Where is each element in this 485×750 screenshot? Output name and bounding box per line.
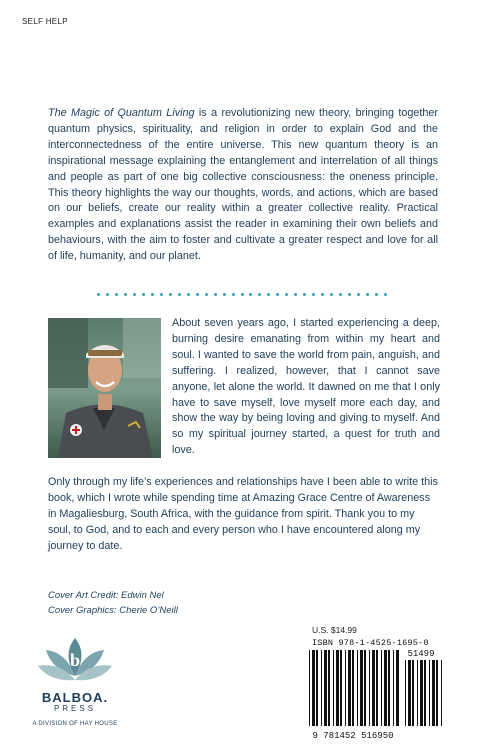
barcode-bars: [309, 650, 399, 726]
author-bio: About seven years ago, I started experiencing a deep, burning desire emanating from within my heart and soul. I wanted to save the world from pain, anguish, and suffering. I realized, however, that I cannot save anyone, let alone the world. It dawned on me that I only have to save myself, love myself more each day, and show the way by being loving and giving to myself. And so my spiritual journey started, a quest for truth and love.: [172, 317, 440, 457]
divider-dot: [97, 293, 100, 296]
divider-dot: [249, 293, 252, 296]
divider-dot: [339, 293, 342, 296]
divider-dot: [124, 293, 127, 296]
category-label: SELF HELP: [22, 17, 68, 26]
publisher-logo: [30, 636, 120, 736]
divider-dot: [196, 293, 199, 296]
barcode: [303, 648, 458, 740]
divider-dot: [267, 293, 270, 296]
publisher-press: PRESS: [53, 704, 97, 713]
divider-dot: [285, 293, 288, 296]
divider-dot: [214, 293, 217, 296]
barcode-addon-bars: [405, 660, 442, 726]
publisher-division: A DIVISION OF HAY HOUSE: [32, 721, 118, 727]
divider-dot: [223, 293, 226, 296]
divider-dot: [241, 293, 244, 296]
isbn-label: ISBN 978-1-4525-1695-0: [312, 638, 429, 648]
divider-dot: [205, 293, 208, 296]
logo-letter: b: [69, 650, 81, 670]
price-label: U.S. $14.99: [312, 625, 357, 635]
divider-dot: [115, 293, 118, 296]
author-photo: [48, 318, 161, 458]
lotus-icon: [30, 636, 120, 692]
divider-dot: [348, 293, 351, 296]
divider-dot: [384, 293, 387, 296]
divider-dot: [178, 293, 181, 296]
divider-dot: [357, 293, 360, 296]
divider-dot: [151, 293, 154, 296]
publisher-name: BALBOA.: [41, 690, 109, 705]
divider-dot: [312, 293, 315, 296]
divider-dot: [133, 293, 136, 296]
dotted-divider: [97, 293, 387, 297]
divider-dot: [330, 293, 333, 296]
divider-dot: [303, 293, 306, 296]
divider-dot: [375, 293, 378, 296]
divider-dot: [321, 293, 324, 296]
divider-dot: [187, 293, 190, 296]
book-blurb: [48, 106, 438, 265]
blurb-text: is a revolutionizing new theory, bringing together quantum physics, spirituality, and religion in order to explain God and the interconnectedness of the entire universe. This new quantum theory is an inspirational message explaining the entanglement and interrelation of all things and people as part of one big collective consciousness: the oneness principle. This theory highlights the way our thoughts, words, and actions, which are based on our beliefs, create our reality within a greater collective reality. Practical examples and explanations assist the reader in examining their own beliefs and behaviours, with the aim to foster and cultivate a greater respect and love for all of life, humanity, and our planet.: [48, 107, 439, 263]
divider-dot: [294, 293, 297, 296]
divider-dot: [366, 293, 369, 296]
acknowledgement-text: Only through my life’s experiences and relationships have I been able to write this book, which I wrote while spending time at Amazing Grace Centre of Awareness in Magaliesburg, South Africa, with the guidance from spirit. Thank you to my soul, to God, and to each and every person who I have encountered along my journey to date.: [48, 476, 438, 552]
divider-dot: [142, 293, 145, 296]
divider-dot: [258, 293, 261, 296]
divider-dot: [160, 293, 163, 296]
divider-dot: [276, 293, 279, 296]
divider-dot: [169, 293, 172, 296]
book-title: The Magic of Quantum Living: [48, 107, 195, 119]
barcode-digits: 9 781452 516950: [312, 731, 394, 740]
divider-dot: [232, 293, 235, 296]
cover-art-credit: Cover Art Credit: Edwin Nel: [48, 590, 164, 601]
barcode-addon-digits: 51499: [407, 649, 435, 659]
cover-graphics-credit: Cover Graphics: Cherie O’Neill: [48, 605, 178, 616]
divider-dot: [106, 293, 109, 296]
